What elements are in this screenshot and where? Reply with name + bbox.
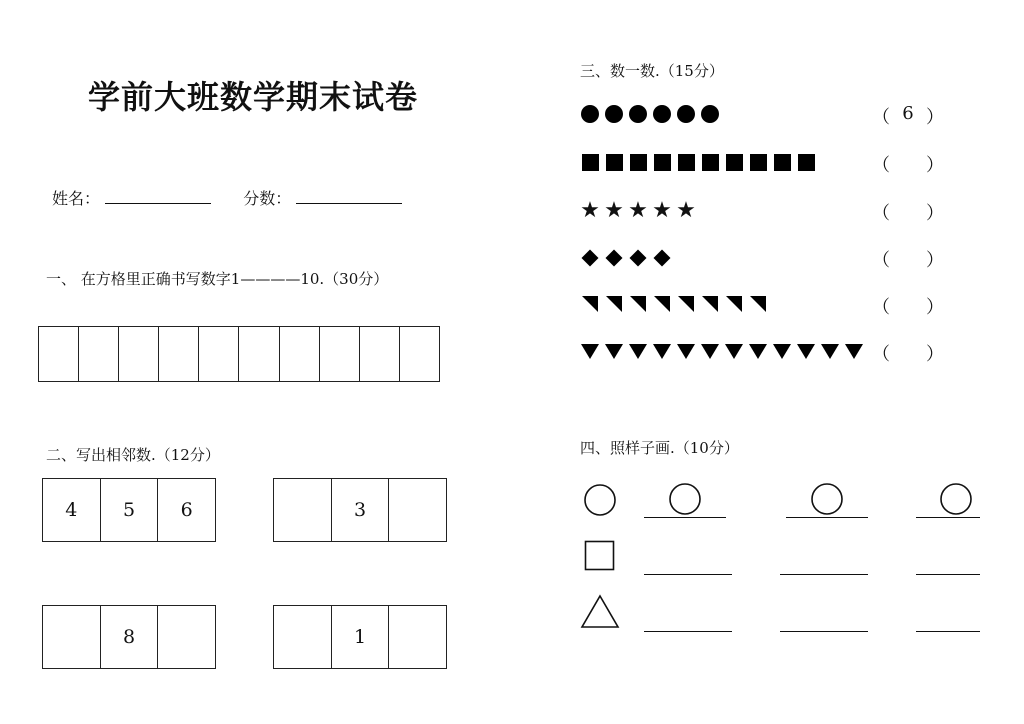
neighbor-cell[interactable] xyxy=(274,479,332,541)
filled-diamond-icon xyxy=(628,248,648,268)
answer-paren xyxy=(872,246,944,272)
circle-outline-icon xyxy=(644,482,726,518)
filled-square-icon xyxy=(796,152,816,172)
filled-square-icon xyxy=(676,152,696,172)
triangle-outline-icon xyxy=(580,594,620,630)
paren-open: （ xyxy=(872,203,890,224)
answer-field[interactable] xyxy=(890,246,926,272)
section1-heading: 一、 在方格里正确书写数字1————10.（30分） xyxy=(46,270,389,288)
down-triangle-icon xyxy=(652,341,672,361)
answer-paren xyxy=(872,293,944,319)
answer-field[interactable]: 6 xyxy=(902,103,914,124)
down-triangle-icon xyxy=(748,341,768,361)
down-triangle-icon xyxy=(724,341,744,361)
filled-square-icon xyxy=(628,152,648,172)
filled-diamond-icon xyxy=(652,248,672,268)
grid-cell[interactable] xyxy=(360,327,400,381)
neighbor-cell[interactable]: 5 xyxy=(101,479,159,541)
section2-heading: 二、写出相邻数.（12分） xyxy=(46,446,220,464)
grid-cell[interactable] xyxy=(239,327,279,381)
score-label: 分数： xyxy=(243,189,292,208)
count-row xyxy=(580,246,672,270)
answer-field[interactable] xyxy=(890,151,926,177)
grid-cell[interactable] xyxy=(320,327,360,381)
neighbor-cell[interactable]: 4 xyxy=(43,479,101,541)
grid-cell[interactable] xyxy=(159,327,199,381)
down-triangle-icon xyxy=(844,341,864,361)
neighbor-cell[interactable]: 6 xyxy=(180,499,193,521)
neighbor-cell[interactable] xyxy=(389,606,446,668)
circle-outline-icon xyxy=(916,482,980,518)
neighbor-cell[interactable] xyxy=(43,606,101,668)
writing-grid xyxy=(38,326,440,382)
filled-square-icon xyxy=(604,152,624,172)
paren-open: （ xyxy=(872,155,890,176)
filled-square-icon xyxy=(700,152,720,172)
square-outline-icon xyxy=(584,540,616,572)
corner-triangle-icon xyxy=(628,294,648,314)
filled-star-icon: ★ xyxy=(580,198,600,223)
down-triangle-icon xyxy=(820,341,840,361)
corner-triangle-icon xyxy=(700,294,720,314)
answer-paren xyxy=(872,103,944,129)
name-label: 姓名： xyxy=(52,189,101,208)
paren-open: （ xyxy=(872,344,890,365)
corner-triangle-icon xyxy=(604,294,624,314)
filled-circle-icon xyxy=(604,104,624,124)
filled-square-icon xyxy=(724,152,744,172)
draw-blank[interactable] xyxy=(644,631,732,632)
filled-star-icon: ★ xyxy=(652,198,672,223)
draw-blank[interactable] xyxy=(916,482,980,518)
corner-triangle-icon xyxy=(652,294,672,314)
neighbor-box-4 xyxy=(273,605,447,669)
answer-field[interactable] xyxy=(890,293,926,319)
circle-outline-icon xyxy=(786,482,868,518)
paren-close: ） xyxy=(926,250,944,271)
filled-square-icon xyxy=(748,152,768,172)
score-blank[interactable] xyxy=(296,203,402,204)
name-blank[interactable] xyxy=(105,203,211,204)
filled-circle-icon xyxy=(652,104,672,124)
draw-blank[interactable] xyxy=(644,482,726,518)
filled-diamond-icon xyxy=(580,248,600,268)
paren-open: （ xyxy=(872,297,890,318)
paren-close: ） xyxy=(926,107,944,128)
filled-star-icon: ★ xyxy=(628,198,648,223)
neighbor-cell[interactable]: 8 xyxy=(101,606,159,668)
answer-paren xyxy=(872,340,944,366)
corner-triangle-icon xyxy=(748,294,768,314)
grid-cell[interactable] xyxy=(400,327,439,381)
answer-field[interactable] xyxy=(890,199,926,225)
grid-cell[interactable] xyxy=(79,327,119,381)
filled-circle-icon xyxy=(580,104,600,124)
count-row xyxy=(580,199,696,223)
filled-diamond-icon xyxy=(604,248,624,268)
filled-circle-icon xyxy=(700,104,720,124)
paren-open: （ xyxy=(872,107,890,128)
corner-triangle-icon xyxy=(676,294,696,314)
grid-cell[interactable] xyxy=(199,327,239,381)
paren-close: ） xyxy=(926,344,944,365)
circle-outline-icon xyxy=(582,482,618,518)
count-row xyxy=(580,339,864,363)
grid-cell[interactable] xyxy=(39,327,79,381)
filled-square-icon xyxy=(772,152,792,172)
draw-blank[interactable] xyxy=(786,482,868,518)
answer-field[interactable] xyxy=(890,340,926,366)
paren-close: ） xyxy=(926,203,944,224)
page-title: 学前大班数学期末试卷 xyxy=(88,78,419,116)
name-score-line xyxy=(52,186,402,209)
paren-open: （ xyxy=(872,250,890,271)
down-triangle-icon xyxy=(628,341,648,361)
count-row xyxy=(580,150,816,174)
paren-close: ） xyxy=(926,155,944,176)
down-triangle-icon xyxy=(796,341,816,361)
count-row xyxy=(580,102,720,126)
filled-square-icon xyxy=(652,152,672,172)
neighbor-cell[interactable] xyxy=(389,479,446,541)
corner-triangle-icon xyxy=(724,294,744,314)
neighbor-cell[interactable] xyxy=(274,606,332,668)
down-triangle-icon xyxy=(700,341,720,361)
down-triangle-icon xyxy=(772,341,792,361)
filled-square-icon xyxy=(580,152,600,172)
neighbor-box-2 xyxy=(273,478,447,542)
count-row xyxy=(580,292,768,316)
filled-circle-icon xyxy=(628,104,648,124)
down-triangle-icon xyxy=(676,341,696,361)
neighbor-cell[interactable]: 1 xyxy=(332,606,390,668)
draw-blank[interactable] xyxy=(644,574,732,575)
neighbor-cell[interactable]: 3 xyxy=(332,479,390,541)
answer-paren xyxy=(872,151,944,177)
draw-blank[interactable] xyxy=(780,574,868,575)
neighbor-box-3 xyxy=(42,605,216,669)
corner-triangle-icon xyxy=(580,294,600,314)
draw-blank[interactable] xyxy=(916,631,980,632)
section3-heading: 三、数一数.（15分） xyxy=(580,62,724,80)
neighbor-box-1 xyxy=(42,478,216,542)
neighbor-cell[interactable] xyxy=(158,606,215,668)
grid-cell[interactable] xyxy=(119,327,159,381)
draw-blank[interactable] xyxy=(780,631,868,632)
grid-cell[interactable] xyxy=(280,327,320,381)
draw-blank[interactable] xyxy=(916,574,980,575)
filled-star-icon: ★ xyxy=(676,198,696,223)
paren-close: ） xyxy=(926,297,944,318)
down-triangle-icon xyxy=(604,341,624,361)
filled-star-icon: ★ xyxy=(604,198,624,223)
down-triangle-icon xyxy=(580,341,600,361)
filled-circle-icon xyxy=(676,104,696,124)
section4-heading: 四、照样子画.（10分） xyxy=(580,439,739,457)
answer-paren xyxy=(872,199,944,225)
